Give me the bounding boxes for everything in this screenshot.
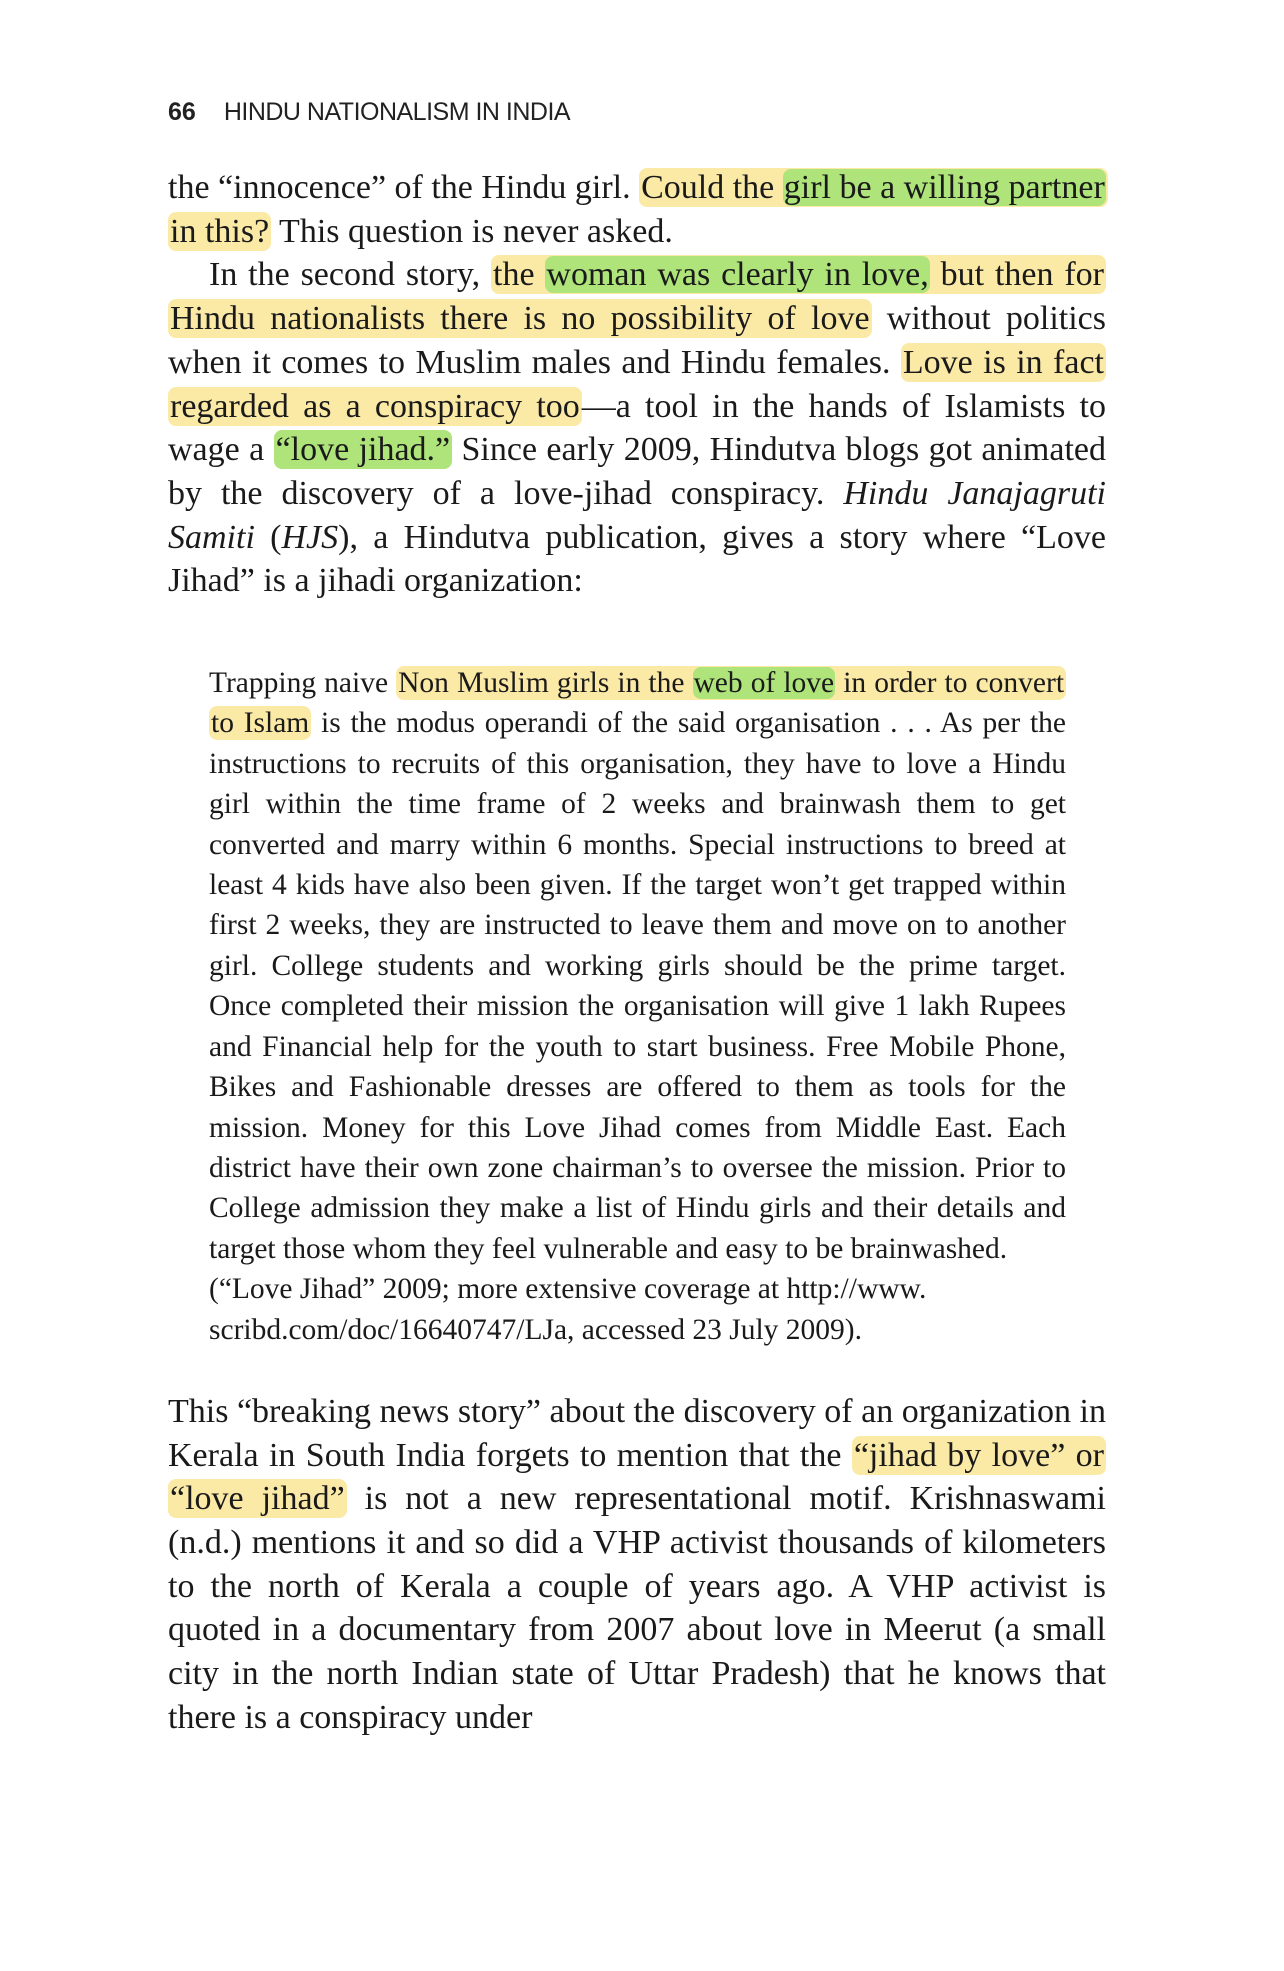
text-run: the “innocence” of the Hindu girl. bbox=[168, 169, 640, 206]
green-highlight: woman was clearly in love, bbox=[546, 256, 929, 294]
running-head bbox=[168, 92, 1106, 132]
text-run: This “breaking news story” about the discovery of an organization in Kerala in South India forgets to mention that the bbox=[168, 1392, 1106, 1474]
book-title: HINDU NATIONALISM IN INDIA bbox=[223, 98, 571, 126]
text-run: —a tool in the hands of Islamists to wage a bbox=[168, 387, 1106, 469]
highlight-text: but then for Hindu nationalists there is no possibility of love bbox=[170, 256, 1104, 338]
text-run: ), a Hindutva publication, gives a story where “Love Jihad” is a jihadi organization: bbox=[168, 518, 1106, 600]
green-highlight: girl be a willing partner bbox=[783, 169, 1105, 206]
text-run: without politics when it comes to Muslim males and Hindu females. bbox=[168, 300, 1107, 381]
green-highlight: web of love bbox=[693, 667, 835, 700]
page-number: 66 bbox=[168, 98, 196, 126]
block-quote bbox=[209, 663, 1066, 1350]
paragraph-2 bbox=[168, 253, 1106, 603]
highlight-text: in this? bbox=[170, 212, 270, 250]
text-run: Trapping naive bbox=[209, 667, 397, 700]
text-run: Since early 2009, Hindutva blogs got animated by the discovery of a love-jihad conspiracy. bbox=[168, 431, 1107, 512]
yellow-highlight: “jihad by love” or “love jihad” bbox=[170, 1436, 1104, 1518]
green-highlight: “love jihad.” bbox=[275, 431, 451, 469]
publication-title: Hindu Janajagruti Samiti bbox=[168, 474, 1106, 556]
highlight-text: Could the bbox=[641, 169, 783, 206]
citation-line-2: scribd.com/doc/16640747/LJa, accessed 23 July 2009). bbox=[209, 1313, 862, 1346]
citation-line-1: (“Love Jihad” 2009; more extensive coverage at http://www. bbox=[209, 1273, 927, 1306]
yellow-highlight: Love is in fact regarded as a conspiracy too bbox=[170, 343, 1104, 425]
body-text-continued bbox=[168, 1390, 1106, 1740]
body-text bbox=[168, 166, 1106, 603]
paragraph-1 bbox=[168, 166, 1106, 253]
text-run: is not a new representational motif. Krishnaswami (n.d.) mentions it and so did a VHP activist thousands of kilometers to the north of Kerala a couple of years ago. A VHP activist is quoted in a documentary from 2007 about love in Meerut (a small city in the north Indian state of Uttar Pradesh) that he knows that there is a conspiracy under bbox=[168, 1480, 1106, 1736]
publication-abbrev: HJS bbox=[281, 518, 339, 556]
quote-citation bbox=[209, 1269, 1066, 1350]
text-run: In the second story, bbox=[209, 256, 491, 294]
text-run: This question is never asked. bbox=[271, 212, 673, 250]
text-run: is the modus operandi of the said organisation . . . As per the instructions to recruits of this organisation, they have to love a Hindu girl within the time frame of 2 weeks and brainwash them to get converted and marry within 6 months. Special instructions to breed at least 4 kids have also been given. If the target won’t get trapped within first 2 weeks, they are instructed to leave them and move on to another girl. College students and working girls should be the prime target. Once completed their mission the organisation will give 1 lakh Rupees and Financial help for the youth to start business. Free Mobile Phone, Bikes and Fashionable dresses are offered to them as tools for the mission. Money for this Love Jihad comes from Middle East. Each district have their own zone chairman’s to oversee the mission. Prior to College admission they make a list of Hindu girls and their details and target those whom they feel vulnerable and easy to be brainwashed. bbox=[209, 707, 1066, 1265]
highlight-text: in order to convert to Islam bbox=[211, 667, 1065, 740]
highlight-text: the bbox=[493, 256, 546, 294]
paragraph-3 bbox=[168, 1390, 1106, 1740]
text-run: ( bbox=[254, 518, 282, 556]
highlight-text: Non Muslim girls in the bbox=[398, 667, 693, 700]
book-page bbox=[168, 92, 1106, 1740]
quote-text bbox=[209, 663, 1066, 1269]
